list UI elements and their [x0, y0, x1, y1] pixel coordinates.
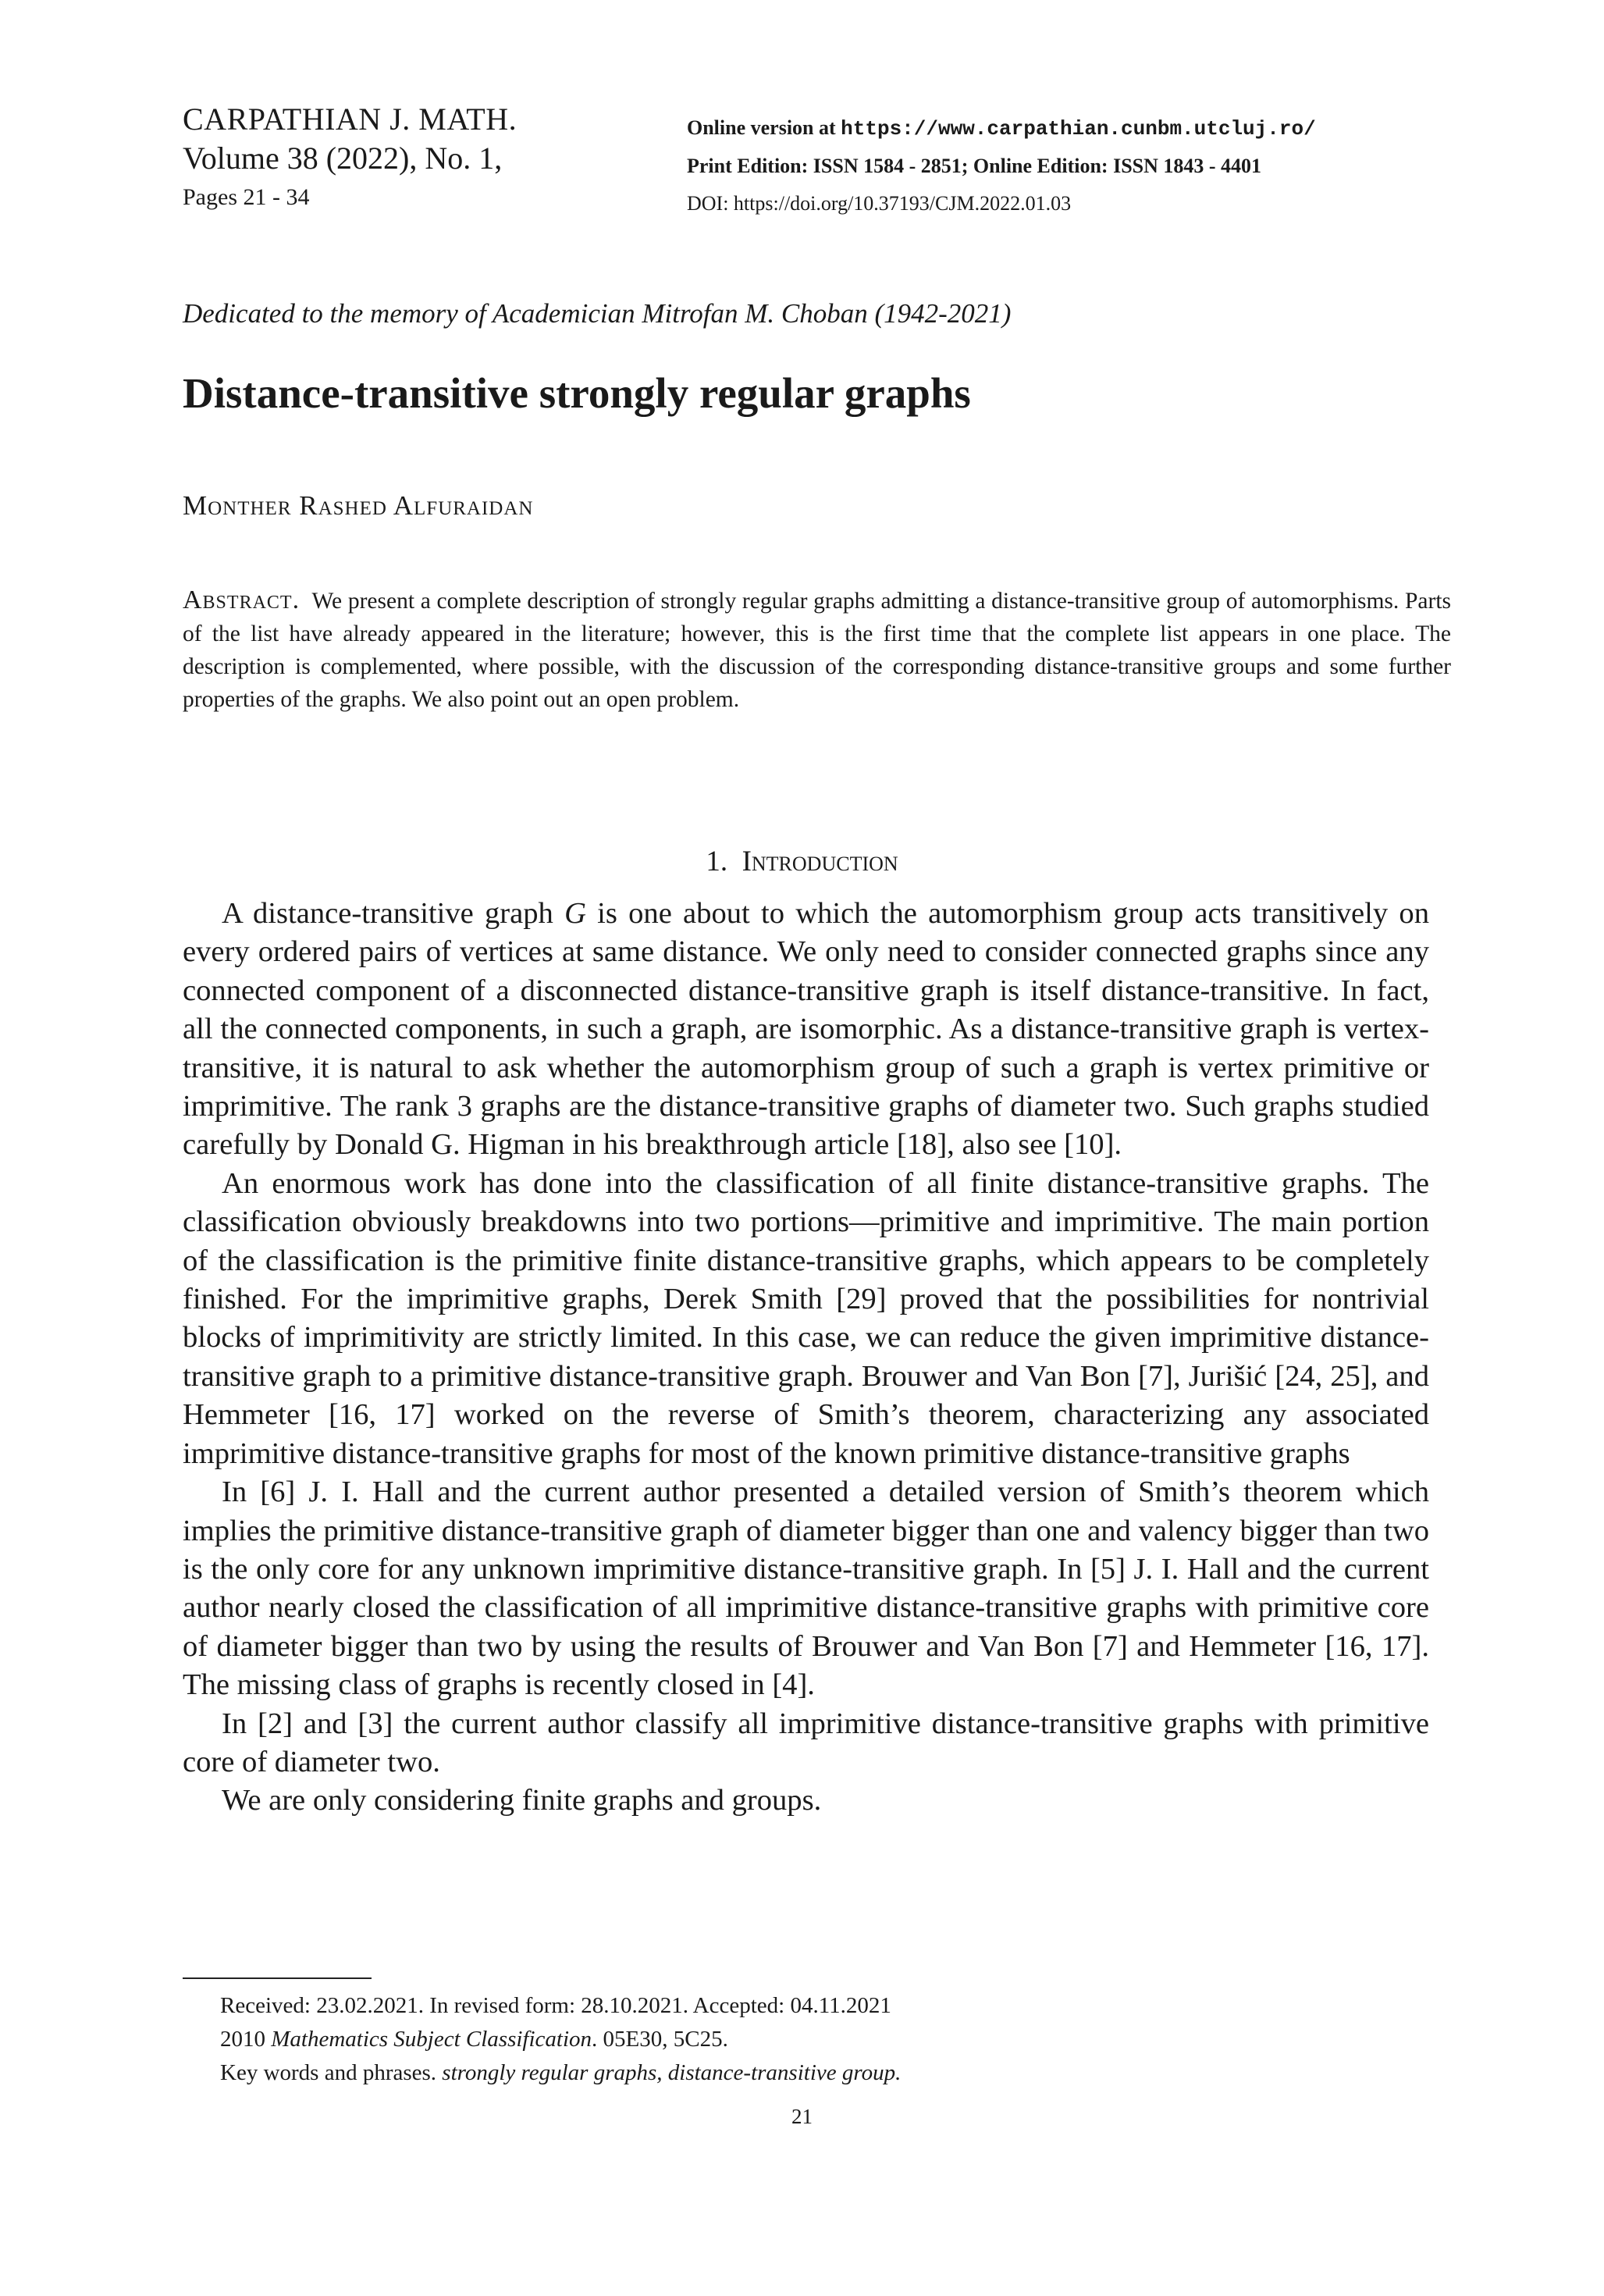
journal-header [183, 100, 517, 217]
paper-title: Distance-transitive strongly regular graphs [183, 369, 971, 417]
online-version-line: Online version at https://www.carpathian.cunbm.utcluj.ro/ [687, 116, 1316, 141]
page-range: Pages 21 - 34 [183, 184, 310, 210]
section-title: Introduction [742, 845, 898, 877]
doi-line[interactable]: DOI: https://doi.org/10.37193/CJM.2022.01.03 [687, 192, 1072, 215]
issn-line: Print Edition: ISSN 1584 - 2851; Online Edition: ISSN 1843 - 4401 [687, 155, 1262, 177]
paragraph-1: A distance-transitive graph G is one about to which the automorphism group acts transitively on every ordered pairs of vertices at same distance. We only need to consider connected graphs since any connected component of a disconnected distance-transitive graph is itself distance-transitive. In fact, all the connected components, in such a graph, are isomorphic. As a distance-transitive graph is vertex-transitive, it is natural to ask whether the automorphism group of such a graph is vertex primitive or imprimitive. The rank 3 graphs are the distance-transitive graphs of diameter two. Such graphs studied carefully by Donald G. Higman in his breakthrough article [18], also see [10]. [183, 897, 1429, 1162]
footnote-divider [183, 1977, 372, 1979]
paragraph-3: In [6] J. I. Hall and the current author presented a detailed version of Smith’s theorem which implies the primitive distance-transitive graph of diameter bigger than one and valency bigger than two is the only core for any unknown imprimitive distance-transitive graph. In [5] J. I. Hall and the current author nearly closed the classification of all imprimitive distance-transitive graphs with primitive core of diameter bigger than two by using the results of Brouwer and Van Bon [7] and Hemmeter [16, 17]. The missing class of graphs is recently closed in [4]. [183, 1475, 1429, 1702]
paragraph-5: We are only considering finite graphs and groups. [222, 1784, 822, 1817]
volume-line: Volume 38 (2022), No. 1, [183, 141, 503, 176]
received-dates: Received: 23.02.2021. In revised form: 28.10.2021. Accepted: 04.11.2021 [220, 1993, 891, 2018]
online-url-link[interactable]: https://www.carpathian.cunbm.utcluj.ro/ [841, 117, 1316, 141]
abstract-label: Abstract. [183, 586, 301, 614]
keywords: Key words and phrases. strongly regular graphs, distance-transitive group. [220, 2060, 902, 2085]
abstract-text: We present a complete description of strongly regular graphs admitting a distance-transitive group of automorphisms. Parts of the list have already appeared in the literature; however, this is the first time that the complete list appears in one place. The description is complemented, where possible, with the discussion of the corresponding distance-transitive groups and some further properties of the graphs. We also point out an open problem. [183, 589, 1451, 712]
author-name: Monther Rashed Alfuraidan [183, 490, 534, 521]
section-heading [0, 845, 1604, 878]
footnotes [220, 1989, 901, 2090]
section-number: 1. [706, 845, 728, 877]
dedication: Dedicated to the memory of Academician Mitrofan M. Choban (1942-2021) [183, 298, 1012, 329]
paragraph-2: An enormous work has done into the classification of all finite distance-transitive graphs. The classification obviously breakdowns into two portions—primitive and imprimitive. The main portion of the classification is the primitive finite distance-transitive graphs, which appears to be completely finished. For the imprimitive graphs, Derek Smith [29] proved that the possibilities for nontrivial blocks of imprimitivity are strictly limited. In this case, we can reduce the given imprimitive distance-transitive graph to a primitive distance-transitive graph. Brouwer and Van Bon [7], Jurišić [24, 25], and Hemmeter [16, 17] worked on the reverse of Smith’s theorem, characterizing any associated imprimitive distance-transitive graphs for most of the known primitive distance-transitive graphs [183, 1166, 1429, 1470]
journal-name: CARPATHIAN J. MATH. [183, 101, 517, 137]
math-variable: G [564, 897, 586, 930]
volume-number: 38 [286, 141, 318, 176]
body-text [183, 895, 1429, 1821]
publication-info [687, 109, 1316, 222]
abstract [183, 584, 1451, 716]
page-number: 21 [791, 2105, 813, 2128]
msc-classification: 2010 Mathematics Subject Classification. 05E30, 5C25. [220, 2027, 728, 2052]
paragraph-4: In [2] and [3] the current author classify all imprimitive distance-transitive graphs with primitive core of diameter two. [183, 1707, 1429, 1778]
